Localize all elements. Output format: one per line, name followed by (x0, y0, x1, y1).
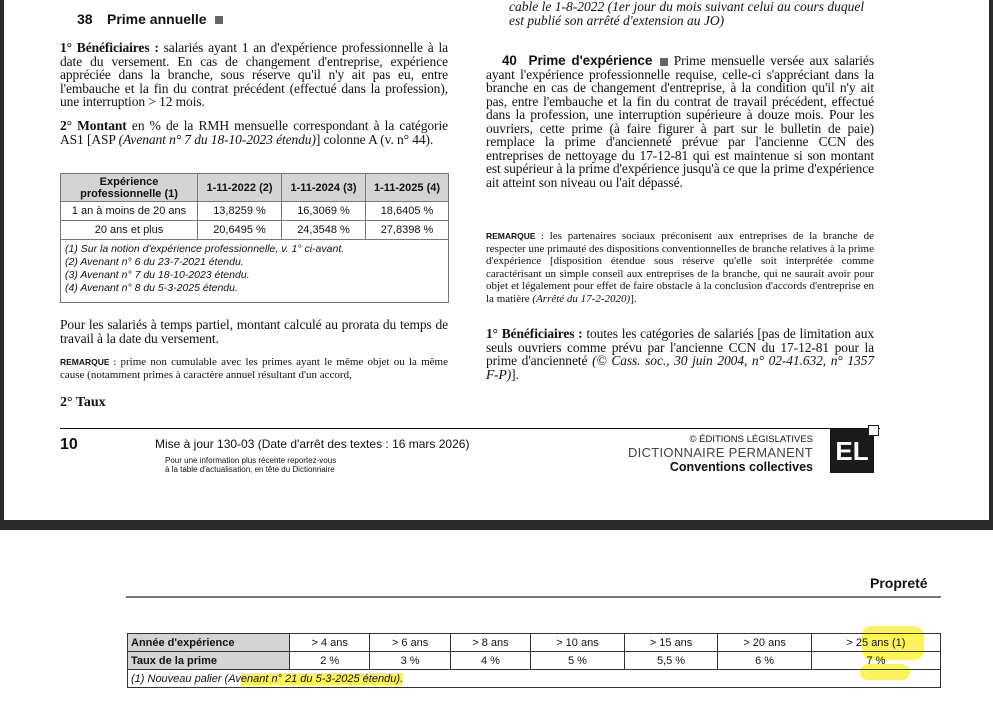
table-notes: (1) Sur la notion d'expérience professionnelle, v. 1° ci-avant. (2) Avenant n° 6 du 23-7-2021 étendu. (3) Avenant n° 7 du 18-10-2023 étendu. (4) Avenant n° 8 du 5-3-2025 étendu. (65, 243, 345, 294)
page-number: 10 (60, 436, 78, 453)
remarque-left: REMARQUE : prime non cumulable avec les primes ayant le même objet ou la même cause (notamment primes à caractère annuel résultant d'un accord, (60, 356, 448, 381)
section-38-title: 38 Prime annuelle (77, 11, 223, 27)
prime-annuelle-table (60, 173, 449, 240)
section-40-paragraph: 40 Prime d'expérience Prime mensuelle versée aux salariés ayant l'expérience professionnelle requise, celle-ci s'appréciant dans la branche en cas de changement d'entreprise, à la condition qu'il n'y ait pas, entre l'embauche et la fin du contrat de travail précédent, effectué dans la profession, une interruption supérieure à douze mois. Pour les ouvriers, cette prime (à faire figurer à part sur le bulletin de paie) remplace la prime d'ancienneté prévue par l'ancienne CCN des entreprises de nettoyage du 17-12-81 qui est maintenue si son montant est supérieur à la prime d'expérience jusqu'à ce que la prime d'expérience ait atteint son niveau ou l'ait dépassé. (486, 53, 874, 190)
beneficiaires-paragraph: 1° Bénéficiaires : salariés ayant 1 an d'expérience professionnelle à la date du versement. En cas de changement d'entreprise, expérience appréciée dans la branche, sous réserve qu'il n'y ait pas eu, entre l'embauche et la fin du contrat précédent (effectué dans la profession), une interruption > 12 mois. (60, 40, 449, 109)
table-row: Année d'expérience > 4 ans > 6 ans > 8 ans > 10 ans > 15 ans > 20 ans > 25 ans (1) (128, 634, 941, 652)
table-header: 1-11-2025 (4) (366, 174, 449, 202)
taux-heading: 2° Taux (60, 395, 106, 410)
table-header: Expérience professionnelle (1) (61, 174, 198, 202)
update-info: Mise à jour 130-03 (Date d'arrêt des textes : 16 mars 2026) (155, 437, 470, 451)
update-note: Pour une information plus récente reportez-vous à la table d'actualisation, en tête du Dictionnaire (165, 456, 337, 474)
section-marker-icon (660, 58, 668, 66)
viewer-frame-right (989, 0, 993, 520)
table-header: 1-11-2024 (3) (282, 174, 366, 202)
table-footnote: (1) Nouveau palier (Avenant n° 21 du 5-3-2025 étendu). (128, 670, 941, 688)
continued-text: cable le 1-8-2022 (1er jour du mois suivant celui au cours duquel est publié son arrêté d'extension au JO) (509, 0, 865, 28)
running-header: Propreté (870, 575, 928, 591)
publisher-block: © ÉDITIONS LÉGISLATIVES DICTIONNAIRE PERMANENT Conventions collectives (627, 434, 813, 474)
table-row: Taux de la prime 2 % 3 % 4 % 5 % 5,5 % 6 % 7 % (128, 652, 941, 670)
section-40-title: 40 Prime d'expérience (502, 53, 653, 68)
prime-annuelle-table-box (60, 173, 449, 303)
footer-rule (60, 428, 880, 429)
table-row (128, 670, 941, 688)
beneficiaires-right-paragraph: 1° Bénéficiaires : toutes les catégories de salariés [pas de limitation aux seuls ouvriers comme prévu par l'ancienne CCN du 17-12-81 pour la prime d'ancienneté (© Cass. soc., 30 juin 2004, n° 02-41.632, n° 1357 F-P)]. (486, 326, 874, 382)
page-gap (0, 520, 993, 530)
editions-legislatives-logo: EL (830, 429, 874, 473)
table-header: 1-11-2022 (2) (198, 174, 282, 202)
prime-experience-table-box (127, 633, 941, 688)
table-row: 20 ans et plus 20,6495 % 24,3548 % 27,8398 % (61, 221, 449, 240)
header-rule (126, 596, 941, 598)
prime-experience-table (127, 633, 941, 688)
remarque-right: REMARQUE : les partenaires sociaux préconisent aux entreprises de la branche de respecter une primauté des dispositions conventionnelles de branche relatives à la prime d'expérience [disposition étendue sous réserve qu'elle soit interprétée comme caractérisant un simple conseil aux entreprises de la branche, qui ne saurait avoir pour objet et légalement pour effet de faire obstacle à la conclusion d'accords d'entreprise en la matière (Arrêté du 17-2-2020)]. (486, 230, 874, 305)
section-marker-icon (215, 16, 223, 24)
temps-partiel-paragraph: Pour les salariés à temps partiel, montant calculé au prorata du temps de travail à la date du versement. (60, 317, 448, 346)
viewer-frame-left (0, 0, 4, 520)
table-row: 1 an à moins de 20 ans 13,8259 % 16,3069 % 18,6405 % (61, 202, 449, 221)
montant-paragraph: 2° Montant en % de la RMH mensuelle correspondant à la catégorie AS1 [ASP (Avenant n° 7 du 18-10-2023 étendu)] colonne A (v. n° 44). (60, 118, 448, 147)
